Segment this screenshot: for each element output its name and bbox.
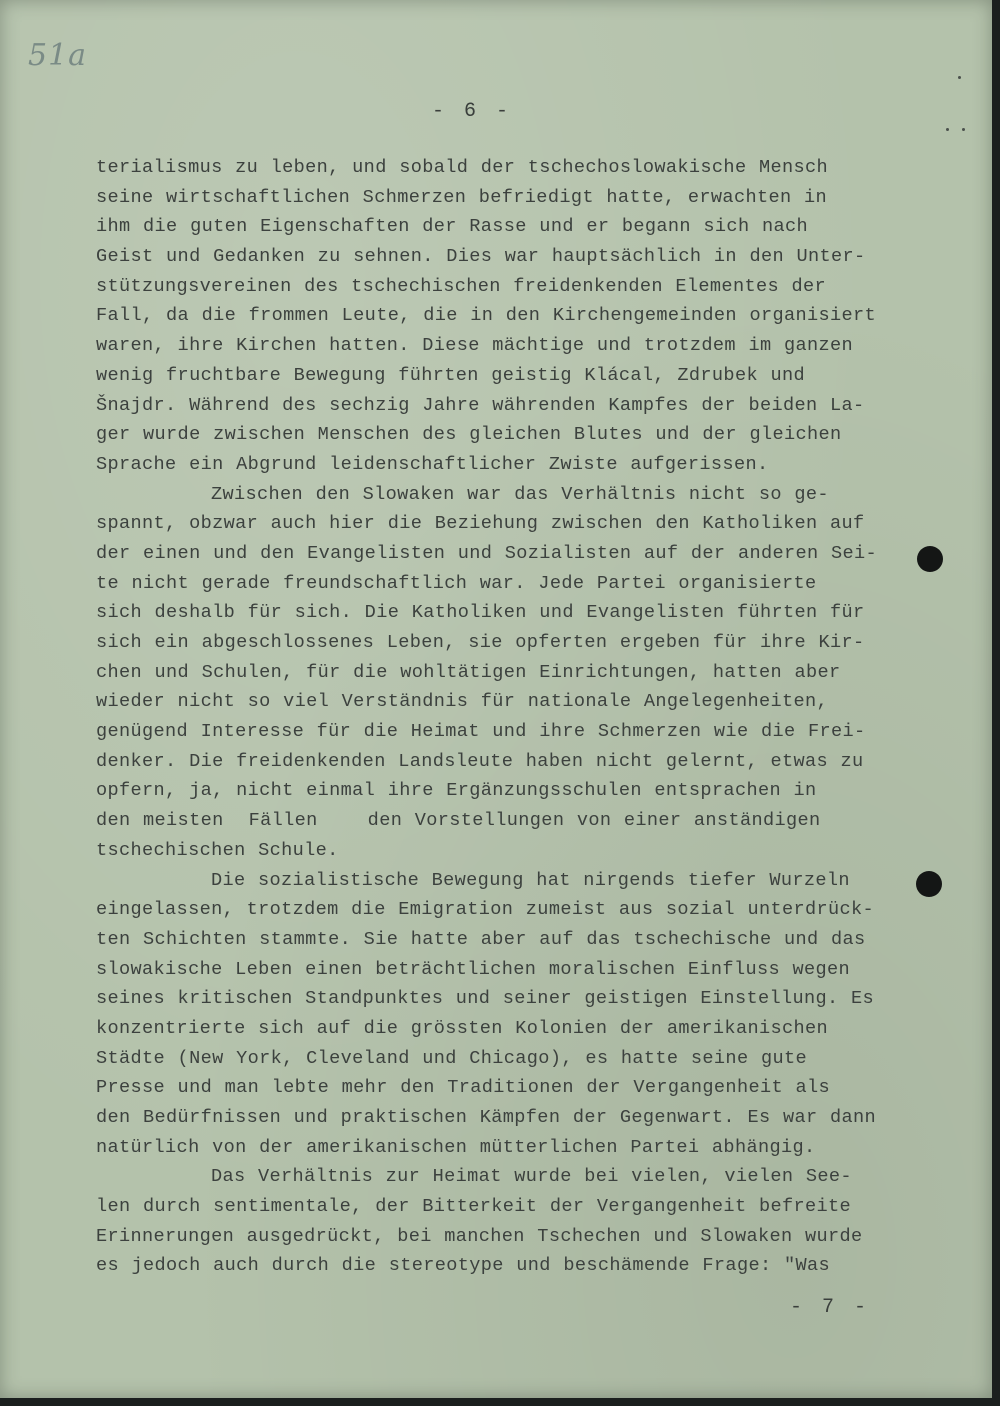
text-line: Erinnerungen ausgedrückt, bei manchen Tschechen und Slowaken wurde (96, 1225, 863, 1247)
text-line: den meisten Fällen den Vorstellungen von einer anständigen (96, 810, 821, 832)
text-line: waren, ihre Kirchen hatten. Diese mächtige und trotzdem im ganzen (96, 335, 854, 357)
text-line: seines kritischen Standpunktes und seiner geistigen Einstellung. Es (96, 988, 875, 1010)
text-line: stützungsvereinen des tschechischen freidenkenden Elementes der (96, 275, 827, 297)
text-line: natürlich von der amerikanischen mütterlichen Partei abhängig. (96, 1136, 816, 1158)
text-line: tschechischen Schule. (96, 839, 339, 861)
archive-number: 51a (28, 38, 88, 73)
text-line: te nicht gerade freundschaftlich war. Jede Partei organisierte (96, 572, 817, 594)
text-line: Zwischen den Slowaken war das Verhältnis nicht so ge- (211, 483, 829, 505)
paper-speck (962, 128, 965, 131)
text-line: ger wurde zwischen Menschen des gleichen Blutes und der gleichen (96, 424, 842, 446)
text-line: spannt, obzwar auch hier die Beziehung zwischen den Katholiken auf (96, 513, 865, 535)
text-line: der einen und den Evangelisten und Sozialisten auf der anderen Sei- (96, 542, 878, 564)
text-line: konzentrierte sich auf die grössten Kolonien der amerikanischen (96, 1017, 829, 1039)
text-line: genügend Interesse für die Heimat und ihre Schmerzen wie die Frei- (96, 721, 866, 743)
text-line: opfern, ja, nicht einmal ihre Ergänzungsschulen entsprachen in (96, 780, 817, 802)
text-line: Städte (New York, Cleveland und Chicago), es hatte seine gute (96, 1047, 807, 1069)
text-line: Das Verhältnis zur Heimat wurde bei vielen, vielen See- (211, 1166, 852, 1188)
text-line: wieder nicht so viel Verständnis für nationale Angelegenheiten, (96, 691, 829, 713)
text-line: ihm die guten Eigenschaften der Rasse und er begann sich nach (96, 216, 808, 238)
text-line: terialismus zu leben, und sobald der tschechoslowakische Mensch (96, 157, 829, 178)
text-line: sich ein abgeschlossenes Leben, sie opferten ergeben für ihre Kir- (96, 632, 865, 653)
paper-speck (946, 128, 949, 131)
punch-hole (916, 871, 942, 897)
punch-hole (917, 546, 943, 572)
text-line: Fall, da die frommen Leute, die in den Kirchengemeinden organisiert (96, 305, 877, 327)
text-line: es jedoch auch durch die stereotype und beschämende Frage: "Was (96, 1255, 831, 1277)
text-line: slowakische Leben einen beträchtlichen moralischen Einfluss wegen (96, 958, 851, 980)
text-line: eingelassen, trotzdem die Emigration zumeist aus sozial unterdrück- (96, 899, 875, 921)
text-line: seine wirtschaftlichen Schmerzen befriedigt hatte, erwachten in (96, 186, 828, 208)
page-number: - 6 - (432, 100, 513, 123)
paper-speck (958, 76, 961, 79)
text-line: Geist und Gedanken zu sehnen. Dies war hauptsächlich in den Unter- (96, 246, 866, 268)
text-line: Die sozialistische Bewegung hat nirgends tiefer Wurzeln (211, 869, 850, 891)
text-line: denker. Die freidenkenden Landsleute haben nicht gelernt, etwas zu (96, 750, 864, 772)
text-line: Presse und man lebte mehr den Traditionen der Vergangenheit als (96, 1077, 831, 1099)
catchword: - 7 - (790, 1296, 871, 1319)
text-line: wenig fruchtbare Bewegung führten geistig Klácal, Zdrubek und (96, 364, 805, 386)
text-line: Šnajdr. Während des sechzig Jahre währenden Kampfes der beiden La- (96, 394, 865, 416)
text-line: chen und Schulen, für die wohltätigen Einrichtungen, hatten aber (96, 661, 841, 683)
text-line: den Bedürfnissen und praktischen Kämpfen der Gegenwart. Es war dann (96, 1107, 877, 1128)
body-text (96, 153, 896, 1281)
text-line: ten Schichten stammte. Sie hatte aber auf das tschechische und das (96, 928, 866, 950)
text-line: sich deshalb für sich. Die Katholiken und Evangelisten führten für (96, 602, 865, 624)
text-line: Sprache ein Abgrund leidenschaftlicher Zwiste aufgerissen. (96, 453, 769, 475)
text-line: len durch sentimentale, der Bitterkeit der Vergangenheit befreite (96, 1196, 852, 1218)
